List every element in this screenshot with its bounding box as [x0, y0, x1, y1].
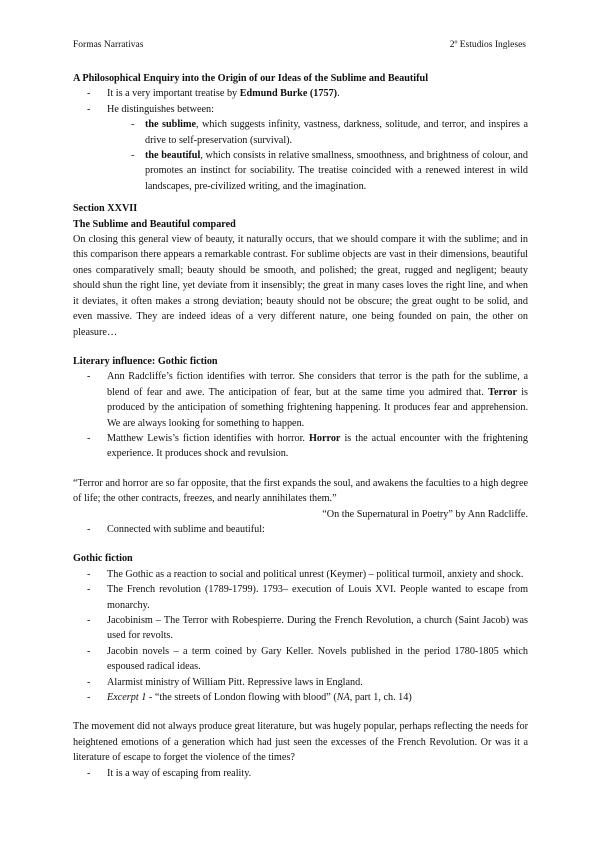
quote-citation: “On the Supernatural in Poetry” by Ann Radcliffe. [322, 508, 528, 520]
gothic-list [73, 567, 528, 706]
text: is produced by the anticipation of something frightening happening. It produces fear and apprehension. We are always looking for something to happen. [107, 386, 528, 429]
list-item [73, 522, 528, 537]
text: , which consists in relative smallness, smoothness, and brightness of colour, and promotes an instinct for sociability. The treatise coincided with a renewed interest in wild landscapes, pre-civilized writing, and the imagination. [145, 150, 528, 192]
literary-heading: Literary influence: Gothic fiction [73, 355, 218, 367]
section-paragraph: On closing this general view of beauty, it naturally occurs, that we should compare it with the sublime; and in this comparison there appears a remarkable contrast. For sublime objects are vast in their dimensions, beautiful ones comparatively small; beauty should be smooth, and polished; the great, rugged and negligent; beauty should shun the right line, yet deviate from it insensibly; the great in many cases loves the right line, and when it deviates, it often makes a strong deviation; beauty should not be obscure; the great ought to be solid, and even massive. They are indeed ideas of a very different nature, one being founded on pain, the other on pleasure… [73, 234, 528, 338]
list-item [73, 102, 528, 117]
header-course: Formas Narrativas [73, 40, 144, 50]
list-item-sublime [73, 117, 528, 148]
excerpt-label: Excerpt 1 [107, 692, 147, 704]
burke-sublist [73, 117, 528, 194]
list-item: - Jacobin novels – a term coined by Gary Keller. Novels published in the period 1780-1805 which espoused radical ideas. [73, 644, 528, 675]
closing-paragraph: The movement did not always produce great literature, but was hugely popular, perhaps reflecting the needs for heightened emotions of a generation which had just seen the excesses of the French Revolution. Or was it a literature of escape to forget the violence of the times? [73, 721, 528, 764]
term: the beautiful [145, 150, 201, 162]
section-heading: Section XXVII [73, 203, 138, 215]
text: It is a very important treatise by [107, 88, 240, 100]
text: He distinguishes between: [107, 103, 214, 115]
document-body [73, 71, 528, 781]
text: Ann Radcliffe’s fiction identifies with terror. She considers that terror is the path for the sublime, a blend of fear and awe. The anticipation of fear, but at the same time you admired that. [107, 371, 528, 398]
radcliffe-quote: “Terror and horror are so far opposite, that the first expands the soul, and awakens the faculties to a high degree of life; the other contracts, freezes, and nearly annihilates them.” [73, 477, 528, 505]
list-item: - Jacobinism – The Terror with Robespierre. During the French Revolution, a church (Saint Jacob) was used for revolts. [73, 613, 528, 644]
term: Terror [488, 386, 517, 398]
term: Horror [308, 432, 341, 444]
section-subheading: The Sublime and Beautiful compared [73, 218, 236, 230]
literary-list-2 [73, 522, 528, 537]
list-item [73, 369, 528, 431]
list-item: - The French revolution (1789-1799). 1793– execution of Louis XVI. People wanted to escape from monarchy. [73, 582, 528, 613]
book-title: NA [336, 692, 350, 704]
gothic-heading: Gothic fiction [73, 553, 133, 565]
header-program: 2º Estudios Ingleses [449, 40, 526, 50]
list-item: - It is a way of escaping from reality. [73, 766, 528, 781]
list-item: - Alarmist ministry of William Pitt. Repressive laws in England. [73, 675, 528, 690]
closing-list [73, 766, 528, 781]
author-name: Edmund Burke (1757) [239, 88, 338, 100]
burke-title: A Philosophical Enquiry into the Origin of our Ideas of the Sublime and Beautiful [73, 73, 429, 84]
text: is the actual encounter with the frightening experience. It produces shock and revulsion. [107, 432, 528, 460]
list-item: - The Gothic as a reaction to social and political unrest (Keymer) – political turmoil, anxiety and shock. [73, 567, 528, 582]
text: . [337, 88, 340, 100]
list-item-beautiful [73, 148, 528, 194]
literary-list [73, 369, 528, 461]
term: the sublime [145, 119, 197, 131]
list-item [73, 431, 528, 462]
list-item [73, 86, 528, 101]
list-item-excerpt [73, 690, 528, 705]
text: Connected with sublime and beautiful: [107, 523, 265, 535]
text: , which suggests infinity, vastness, darkness, solitude, and terror, and inspires a drive to self-preservation (survival). [145, 119, 529, 146]
text: Matthew Lewis’s fiction identifies with horror. [107, 432, 309, 444]
text: , part 1, ch. 14) [349, 692, 412, 704]
burke-list [73, 86, 528, 117]
text: - “the streets of London flowing with blood” ( [146, 692, 337, 704]
